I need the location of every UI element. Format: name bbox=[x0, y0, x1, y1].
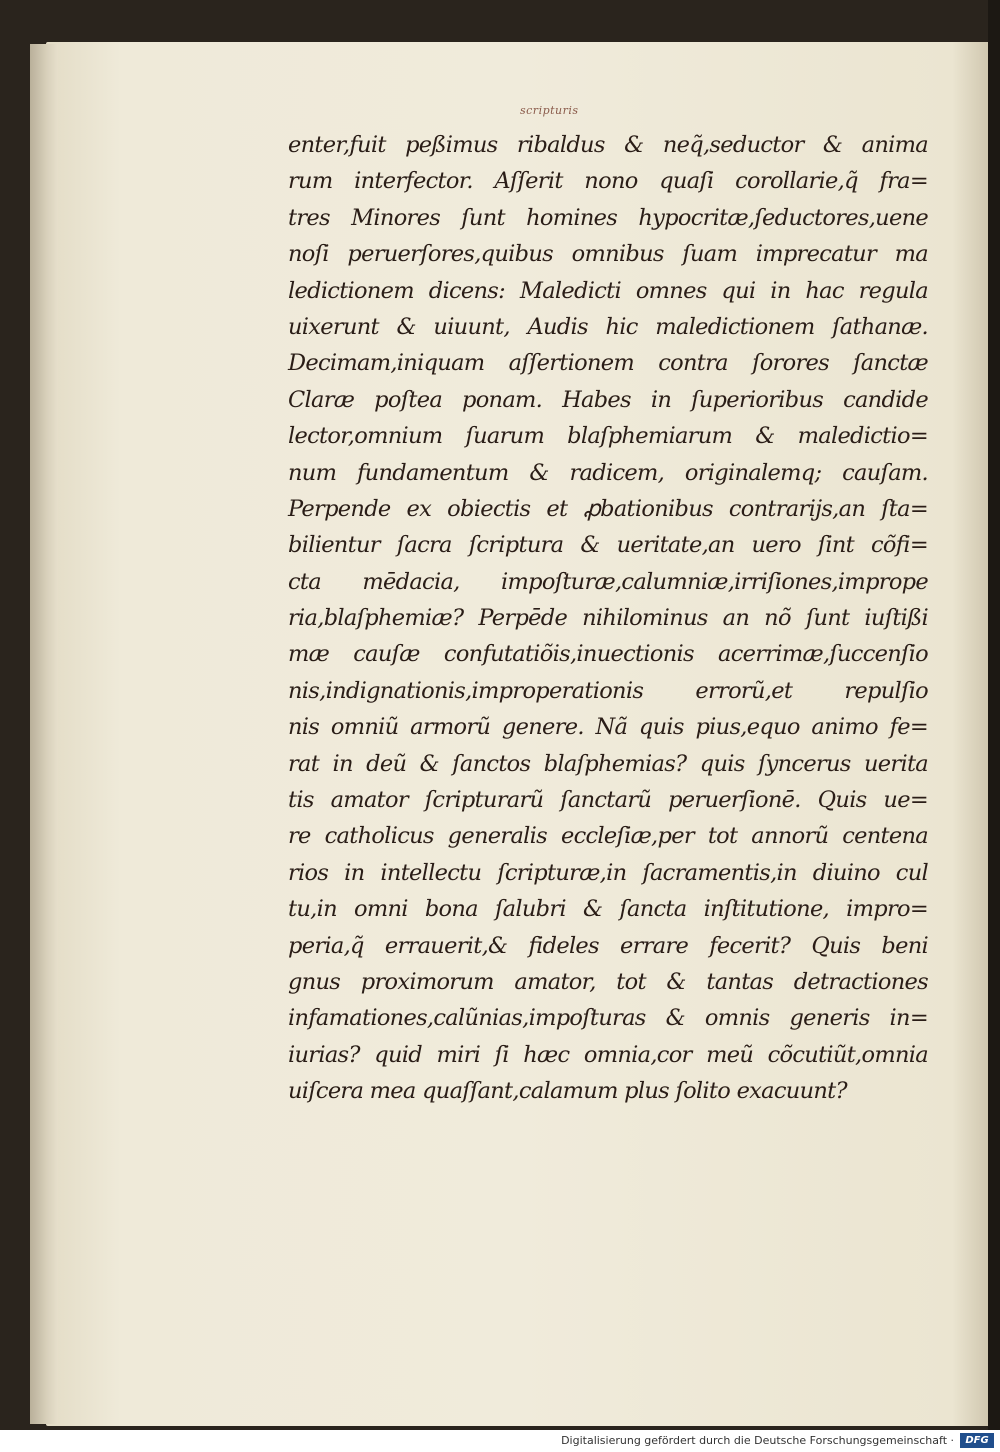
text-line: tres Minores ſunt homines hypocritæ,ſeductores,uene bbox=[288, 204, 928, 231]
text-line: rios in intellectu ſcripturæ,in ſacramentis,in diuino cul bbox=[288, 859, 928, 886]
scan-edge-strip bbox=[988, 0, 1000, 1430]
text-line: cta mēdacia, impoſturæ,calumniæ,irriſiones,imprope bbox=[288, 568, 928, 595]
text-line: tu,in omni bona ſalubri & ſancta inſtitutione, impro= bbox=[288, 896, 928, 923]
text-line: enter,fuit peßimus ribaldus & neq̃,seductor & anima bbox=[288, 132, 928, 158]
text-line: ledictionem dicens: Maledicti omnes qui in hac regula bbox=[288, 277, 928, 304]
text-line: infamationes,calũnias,impoſturas & omnis generis in= bbox=[288, 1005, 928, 1032]
dfg-logo: DFG bbox=[960, 1433, 994, 1448]
text-line: nis,indignationis,improperationis errorũ,et repulſio bbox=[288, 677, 928, 704]
text-line: tis amator ſcripturarũ ſanctarũ peruerſionē. Quis ue= bbox=[288, 787, 928, 814]
text-line: uixerunt & uiuunt, Audis hic maledictionem ſathanæ. bbox=[288, 313, 928, 340]
text-line: Claræ poſtea ponam. Habes in ſuperioribus candide bbox=[288, 386, 928, 413]
footer-bar bbox=[0, 1430, 1000, 1452]
text-line: gnus proximorum amator, tot & tantas detractiones bbox=[288, 968, 928, 995]
text-line: noſi peruerſores,quibus omnibus ſuam imprecatur ma bbox=[288, 241, 928, 268]
text-line: rat in deũ & ſanctos blaſphemias? quis ſyncerus uerita bbox=[288, 750, 928, 777]
text-line: rum interfector. Aſſerit nono quaſi corollarie,q̃ fra= bbox=[288, 168, 928, 195]
printed-text-block bbox=[288, 127, 948, 1110]
text-line: bilientur ſacra ſcriptura & ueritate,an uero ſint cõfi= bbox=[288, 532, 928, 559]
text-line: ria,blaſphemiæ? Perpēde nihilominus an nõ ſunt iuſtißi bbox=[288, 605, 928, 632]
text-line: uiſcera mea quaſſant,calamum plus ſolito exacuunt? bbox=[288, 1078, 847, 1105]
text-line: iurias? quid miri ſi hæc omnia,cor meũ cõcutiũt,omnia bbox=[288, 1041, 928, 1068]
text-line: mæ cauſæ confutatiõis,inuectionis acerrimæ,ſuccenſio bbox=[288, 641, 928, 668]
page-edge bbox=[30, 44, 58, 1424]
text-line: re catholicus generalis eccleſiæ,per tot annorũ centena bbox=[288, 823, 928, 850]
text-line: Decimam,iniquam aſſertionem contra ſorores ſanctæ bbox=[288, 350, 928, 377]
marginal-note: scripturis bbox=[520, 104, 579, 117]
text-line: num fundamentum & radicem, originalemq; cauſam. bbox=[288, 459, 928, 486]
text-line: lector,omnium ſuarum blaſphemiarum & maledictio= bbox=[288, 423, 928, 450]
footer-credit: Digitalisierung gefördert durch die Deutsche Forschungsgemeinschaft · bbox=[561, 1434, 954, 1447]
text-line: nis omniũ armorũ genere. Nã quis pius,equo animo fe= bbox=[288, 714, 928, 741]
text-line: peria,q̃ errauerit,& fideles errare fecerit? Quis beni bbox=[288, 932, 928, 959]
text-line: Perpende ex obiectis et ꝓbationibus contrarijs,an ſta= bbox=[288, 495, 928, 522]
